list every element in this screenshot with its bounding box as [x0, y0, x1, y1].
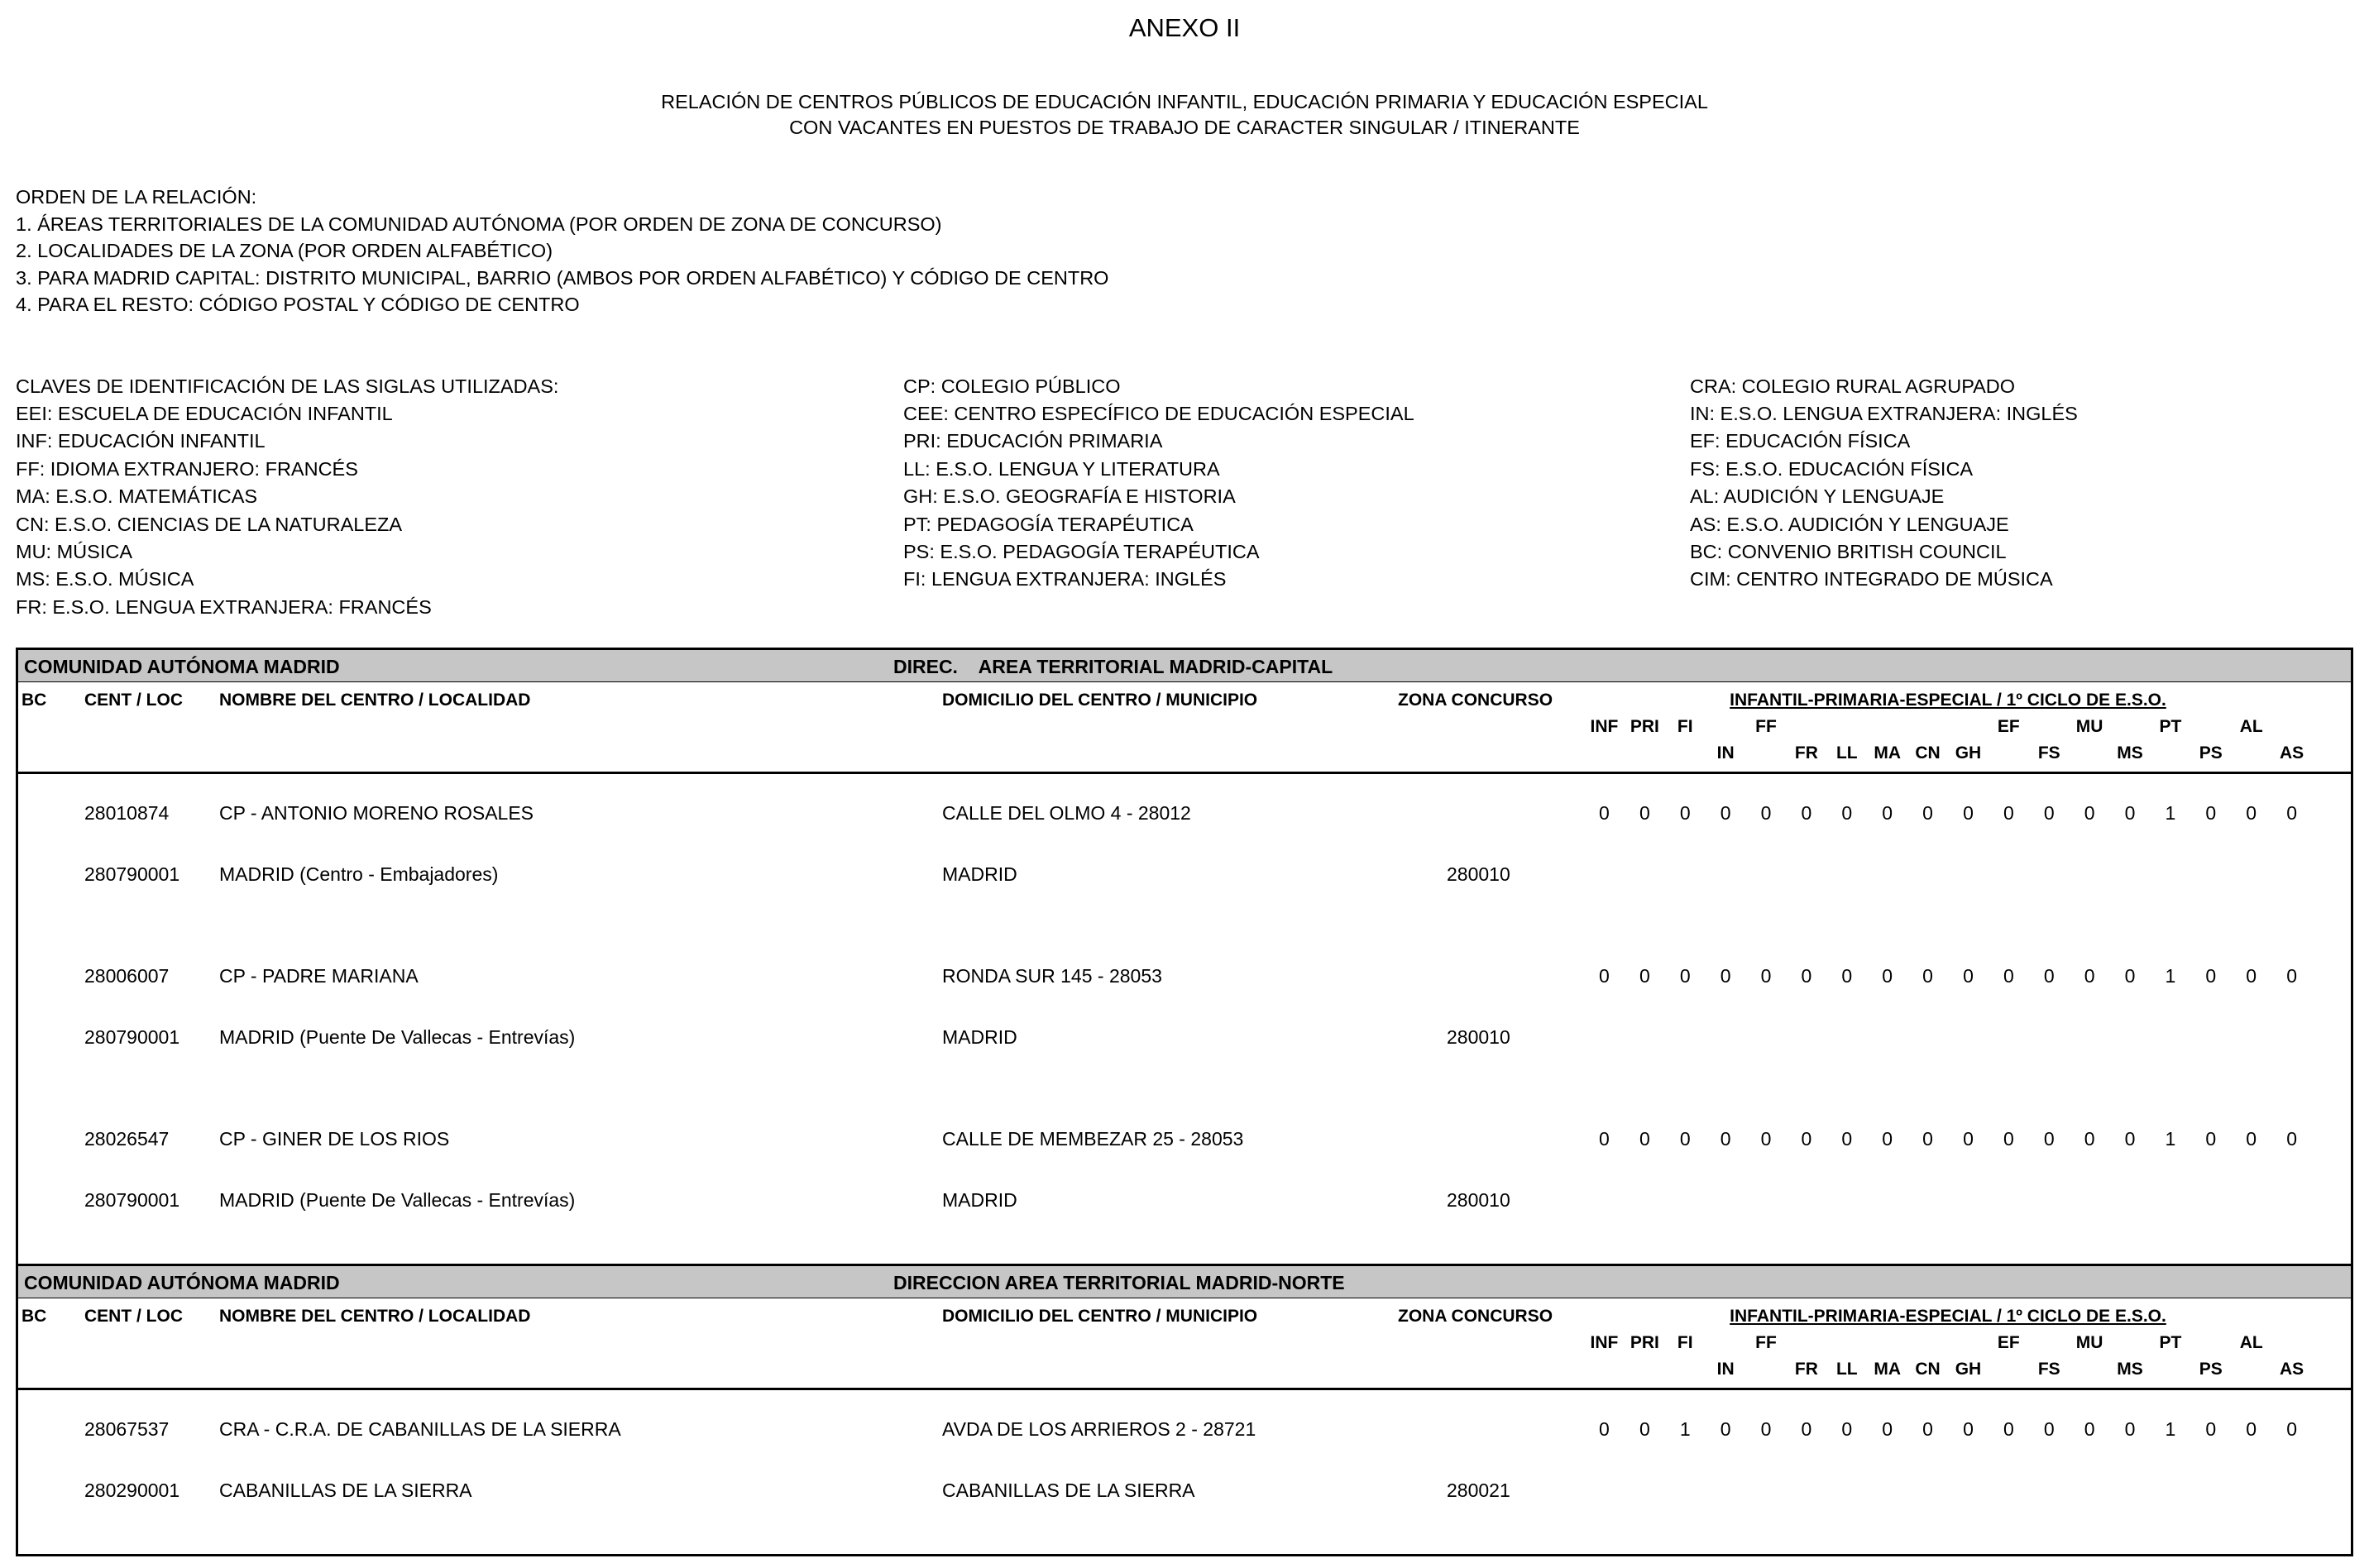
column-abbreviation [2029, 1333, 2070, 1353]
vacancy-count: 0 [2124, 964, 2136, 987]
column-abbreviation: MU [2075, 1332, 2103, 1352]
vacancy-count: 0 [1679, 1127, 1691, 1150]
legend-line: EF: EDUCACIÓN FÍSICA [1690, 430, 1911, 452]
legend-line: AL: AUDICIÓN Y LENGUAJE [1690, 485, 1945, 508]
vacancy-count: 0 [1760, 1417, 1772, 1440]
center-name: CP - PADRE MARIANA [219, 964, 419, 987]
vacancy-count: 0 [2084, 964, 2095, 987]
column-abbreviation [1625, 1360, 1665, 1379]
column-abbreviation [1826, 717, 1867, 737]
column-abbreviation: FS [2037, 743, 2060, 762]
locality-name: MADRID (Centro - Embajadores) [219, 863, 499, 885]
vacancy-count: 1 [2165, 1417, 2176, 1440]
column-abbreviation [1989, 1360, 2029, 1379]
column-abbreviation: FR [1794, 743, 1818, 762]
legend-line: PS: E.S.O. PEDAGOGÍA TERAPÉUTICA [903, 540, 1260, 562]
center-address: RONDA SUR 145 - 28053 [942, 964, 1162, 987]
legend-line: MS: E.S.O. MÚSICA [16, 568, 194, 590]
legend-column-2 [903, 373, 1414, 594]
legend-line: CRA: COLEGIO RURAL AGRUPADO [1690, 375, 2016, 397]
legend-line: FF: IDIOMA EXTRANJERO: FRANCÉS [16, 457, 358, 480]
legend-line: FI: LENGUA EXTRANJERA: INGLÉS [903, 568, 1227, 590]
column-abbreviation [1867, 1333, 1907, 1353]
col-header-nombre: NOMBRE DEL CENTRO / LOCALIDAD [219, 1306, 531, 1326]
legend-line: IN: E.S.O. LENGUA EXTRANJERA: INGLÉS [1690, 402, 2078, 424]
table-section [18, 1264, 2351, 1554]
zona-concurso-value: 280021 [1447, 1479, 1510, 1501]
legend-line: LL: E.S.O. LENGUA Y LITERATURA [903, 457, 1220, 480]
column-abbreviation: CN [1915, 743, 1941, 762]
document-title: ANEXO II [1128, 13, 1241, 42]
center-entry [18, 965, 2351, 1066]
column-abbreviation: PT [2159, 716, 2182, 736]
column-abbreviation [1665, 743, 1706, 763]
vacancy-count: 0 [2043, 1417, 2055, 1440]
column-abbreviation [2150, 1360, 2190, 1379]
entry-line-1 [18, 1128, 2351, 1189]
vacancy-count: 0 [1882, 1127, 1893, 1150]
col-header-group [1584, 1307, 2312, 1327]
column-abbreviation: PRI [1630, 1332, 1659, 1352]
legend-line: PT: PEDAGOGÍA TERAPÉUTICA [903, 513, 1194, 535]
column-abbreviation: FF [1755, 716, 1777, 736]
vacancy-count: 0 [1963, 964, 1974, 987]
vacancy-count: 0 [2084, 1417, 2095, 1440]
col-header-nombre: NOMBRE DEL CENTRO / LOCALIDAD [219, 690, 531, 710]
section-header-bar [18, 1266, 2351, 1298]
column-abbreviation [2029, 717, 2070, 737]
col-header-domicilio: DOMICILIO DEL CENTRO / MUNICIPIO [942, 1306, 1258, 1326]
vacancy-count: 0 [1963, 1417, 1974, 1440]
column-abbreviation [2190, 717, 2231, 737]
vacancy-count: 0 [1801, 801, 1812, 824]
vacancy-count: 0 [1720, 964, 1731, 987]
center-entry [18, 1128, 2351, 1229]
vacancy-count: 0 [1599, 1417, 1610, 1440]
locality-code: 280290001 [84, 1479, 180, 1501]
orden-section [16, 184, 2369, 318]
column-headers [18, 1298, 2351, 1390]
vacancy-count: 0 [1679, 801, 1691, 824]
column-abbreviation [1584, 1360, 1625, 1379]
col-header-bc: BC [22, 690, 47, 710]
orden-heading: ORDEN DE LA RELACIÓN: [16, 186, 257, 208]
center-address: CALLE DE MEMBEZAR 25 - 28053 [942, 1127, 1244, 1150]
column-abbreviation [1706, 717, 1746, 737]
col-header-domicilio: DOMICILIO DEL CENTRO / MUNICIPIO [942, 690, 1258, 710]
column-abbreviation: EF [1997, 1332, 2020, 1352]
municipio: MADRID [942, 863, 1017, 885]
vacancy-count: 0 [1882, 801, 1893, 824]
vacancy-count: 0 [1760, 964, 1772, 987]
legend-line: INF: EDUCACIÓN INFANTIL [16, 430, 266, 452]
column-abbreviation: IN [1716, 743, 1735, 762]
column-abbreviation [1786, 1333, 1826, 1353]
abbreviations-legend [0, 373, 2369, 623]
vacancy-count: 0 [2246, 801, 2257, 824]
vacancy-count: 0 [2084, 801, 2095, 824]
locality-code: 280790001 [84, 1188, 180, 1211]
vacancy-count: 0 [2286, 1127, 2297, 1150]
legend-line: MA: E.S.O. MATEMÁTICAS [16, 485, 258, 508]
vacancy-values [1584, 1128, 2312, 1150]
column-abbreviation: MU [2075, 716, 2103, 736]
section-header-bar [18, 650, 2351, 682]
column-abbreviation: LL [1835, 1359, 1858, 1379]
column-abbreviation: EF [1997, 716, 2020, 736]
vacancy-count: 0 [1801, 964, 1812, 987]
vacancy-count: 0 [1599, 1127, 1610, 1150]
subtitle-line-1: RELACIÓN DE CENTROS PÚBLICOS DE EDUCACIÓN INFANTIL, EDUCACIÓN PRIMARIA Y EDUCACIÓN ESPECIAL [661, 91, 1708, 112]
col-header-group-text: INFANTIL-PRIMARIA-ESPECIAL / 1º CICLO DE E.S.O. [1730, 1306, 2166, 1326]
section-region: COMUNIDAD AUTÓNOMA MADRID [24, 655, 340, 677]
column-abbreviation [1746, 1360, 1787, 1379]
vacancy-count: 0 [2286, 964, 2297, 987]
vacancy-count: 0 [1639, 1127, 1650, 1150]
center-code: 28010874 [84, 801, 170, 824]
column-abbreviation [1907, 717, 1948, 737]
entry-line-2 [18, 863, 2351, 903]
legend-line: CIM: CENTRO INTEGRADO DE MÚSICA [1690, 568, 2053, 590]
vacancy-count: 0 [1720, 801, 1731, 824]
vacancy-count: 1 [2165, 801, 2176, 824]
column-abbreviation: AS [2279, 1359, 2304, 1379]
locality-code: 280790001 [84, 863, 180, 885]
column-abbreviation [2150, 743, 2190, 763]
entry-line-1 [18, 1418, 2351, 1480]
legend-line: FR: E.S.O. LENGUA EXTRANJERA: FRANCÉS [16, 595, 432, 618]
locality-name: CABANILLAS DE LA SIERRA [219, 1479, 472, 1501]
column-abbreviation [2110, 1333, 2151, 1353]
vacancy-count: 0 [2246, 964, 2257, 987]
legend-line: MU: MÚSICA [16, 540, 132, 562]
col-header-cent-loc: CENT / LOC [84, 690, 183, 710]
legend-line: FS: E.S.O. EDUCACIÓN FÍSICA [1690, 457, 1974, 480]
vacancy-count: 0 [1963, 1127, 1974, 1150]
table-section [18, 650, 2351, 1264]
vacancy-values [1584, 1418, 2312, 1441]
vacancy-count: 0 [2003, 1417, 2014, 1440]
subheader-row-2 [1584, 743, 2312, 763]
column-abbreviation [2271, 717, 2312, 737]
column-abbreviation: GH [1955, 743, 1982, 762]
center-address: CALLE DEL OLMO 4 - 28012 [942, 801, 1191, 824]
municipio: MADRID [942, 1025, 1017, 1048]
vacancy-count: 0 [2084, 1127, 2095, 1150]
municipio: MADRID [942, 1188, 1017, 1211]
vacancy-count: 0 [2003, 801, 2014, 824]
vacancy-count: 0 [2246, 1417, 2257, 1440]
center-code: 28006007 [84, 964, 170, 987]
column-abbreviation: FS [2037, 1359, 2060, 1379]
vacancy-count: 0 [1639, 801, 1650, 824]
vacancy-count: 0 [1760, 801, 1772, 824]
entry-line-2 [18, 1480, 2351, 1519]
vacancy-count: 0 [1841, 1127, 1853, 1150]
column-abbreviation: AL [2239, 1332, 2263, 1352]
vacancy-count: 0 [1599, 801, 1610, 824]
vacancy-count: 0 [1922, 1127, 1933, 1150]
center-code: 28067537 [84, 1417, 170, 1440]
column-abbreviation: FR [1794, 1359, 1818, 1379]
orden-item: 1. ÁREAS TERRITORIALES DE LA COMUNIDAD AUTÓNOMA (POR ORDEN DE ZONA DE CONCURSO) [16, 213, 942, 235]
vacancy-count: 0 [1639, 964, 1650, 987]
column-abbreviation [2231, 1360, 2271, 1379]
section-region: COMUNIDAD AUTÓNOMA MADRID [24, 1271, 340, 1293]
vacancy-values [1584, 802, 2312, 825]
center-code: 28026547 [84, 1127, 170, 1150]
column-abbreviation: AL [2239, 716, 2263, 736]
legend-line: CP: COLEGIO PÚBLICO [903, 375, 1121, 397]
column-abbreviation: MA [1874, 1359, 1902, 1379]
column-abbreviation: GH [1955, 1359, 1982, 1379]
subtitle-line-2: CON VACANTES EN PUESTOS DE TRABAJO DE CARACTER SINGULAR / ITINERANTE [789, 117, 1580, 138]
center-entry [18, 1418, 2351, 1519]
vacancy-count: 0 [2286, 1417, 2297, 1440]
column-abbreviation: FI [1677, 716, 1693, 736]
vacancy-count: 0 [1841, 1417, 1853, 1440]
vacancy-values [1584, 965, 2312, 987]
vacancy-count: 0 [1922, 801, 1933, 824]
orden-item: 2. LOCALIDADES DE LA ZONA (POR ORDEN ALFABÉTICO) [16, 240, 553, 261]
column-abbreviation: PS [2199, 743, 2223, 762]
center-entry [18, 802, 2351, 903]
legend-line: GH: E.S.O. GEOGRAFÍA E HISTORIA [903, 485, 1236, 508]
column-abbreviation [2070, 1360, 2110, 1379]
legend-line: CEE: CENTRO ESPECÍFICO DE EDUCACIÓN ESPECIAL [903, 402, 1414, 424]
locality-name: MADRID (Puente De Vallecas - Entrevías) [219, 1188, 576, 1211]
entry-line-2 [18, 1189, 2351, 1229]
column-abbreviation [2190, 1333, 2231, 1353]
section-entries [18, 774, 2351, 1264]
column-abbreviation: IN [1716, 1359, 1735, 1379]
col-header-zona-concurso: ZONA CONCURSO [1398, 1306, 1553, 1326]
column-abbreviation: MS [2117, 743, 2143, 762]
center-address: AVDA DE LOS ARRIEROS 2 - 28721 [942, 1417, 1256, 1440]
table-sections [18, 650, 2351, 1554]
locality-name: MADRID (Puente De Vallecas - Entrevías) [219, 1025, 576, 1048]
vacancy-count: 0 [2205, 801, 2217, 824]
col-header-group-text: INFANTIL-PRIMARIA-ESPECIAL / 1º CICLO DE E.S.O. [1730, 690, 2166, 710]
column-abbreviation: FF [1755, 1332, 1777, 1352]
vacancy-count: 0 [1841, 964, 1853, 987]
legend-line: AS: E.S.O. AUDICIÓN Y LENGUAJE [1690, 513, 2009, 535]
entry-line-1 [18, 965, 2351, 1026]
legend-line: CLAVES DE IDENTIFICACIÓN DE LAS SIGLAS UTILIZADAS: [16, 375, 559, 397]
column-abbreviation [2231, 743, 2271, 763]
column-abbreviation [1786, 717, 1826, 737]
column-abbreviation [1989, 743, 2029, 763]
column-abbreviation: PS [2199, 1359, 2223, 1379]
column-abbreviation [1625, 743, 1665, 763]
subheader-row-1 [1584, 717, 2312, 737]
column-abbreviation [1665, 1360, 1706, 1379]
vacancy-count: 1 [1679, 1417, 1691, 1440]
column-abbreviation: INF [1590, 716, 1619, 736]
vacancy-count: 0 [2003, 964, 2014, 987]
column-abbreviation [2271, 1333, 2312, 1353]
zona-concurso-value: 280010 [1447, 1025, 1510, 1048]
vacancy-count: 0 [1841, 801, 1853, 824]
vacancy-count: 0 [2205, 964, 2217, 987]
vacancy-count: 0 [2124, 801, 2136, 824]
legend-line: EEI: ESCUELA DE EDUCACIÓN INFANTIL [16, 402, 393, 424]
orden-item: 3. PARA MADRID CAPITAL: DISTRITO MUNICIPAL, BARRIO (AMBOS POR ORDEN ALFABÉTICO) Y CÓDIGO DE CENTRO [16, 266, 1109, 289]
vacancy-count: 0 [1963, 801, 1974, 824]
section-entries [18, 1390, 2351, 1554]
zona-concurso-value: 280010 [1447, 1188, 1510, 1211]
vacancy-count: 0 [1720, 1127, 1731, 1150]
legend-line: BC: CONVENIO BRITISH COUNCIL [1690, 540, 2007, 562]
vacancy-count: 1 [2165, 1127, 2176, 1150]
vacancy-count: 0 [1599, 964, 1610, 987]
vacancy-count: 0 [2124, 1127, 2136, 1150]
column-headers [18, 682, 2351, 774]
column-abbreviation: LL [1835, 743, 1858, 762]
vacancy-count: 0 [2246, 1127, 2257, 1150]
center-name: CRA - C.R.A. DE CABANILLAS DE LA SIERRA [219, 1417, 621, 1440]
column-abbreviation: CN [1915, 1359, 1941, 1379]
centers-table [16, 648, 2353, 1556]
column-abbreviation: MA [1874, 743, 1902, 762]
vacancy-count: 0 [1882, 964, 1893, 987]
column-abbreviation: PRI [1630, 716, 1659, 736]
vacancy-count: 0 [1922, 964, 1933, 987]
column-abbreviation: AS [2279, 743, 2304, 762]
vacancy-count: 0 [2003, 1127, 2014, 1150]
orden-list [16, 211, 2369, 318]
vacancy-count: 0 [2043, 964, 2055, 987]
vacancy-count: 0 [2124, 1417, 2136, 1440]
vacancy-count: 0 [2205, 1417, 2217, 1440]
column-abbreviation [1584, 743, 1625, 763]
column-abbreviation [1706, 1333, 1746, 1353]
legend-column-3 [1690, 373, 2078, 594]
vacancy-count: 0 [2286, 801, 2297, 824]
column-abbreviation [1907, 1333, 1948, 1353]
col-header-zona-concurso: ZONA CONCURSO [1398, 690, 1553, 710]
vacancy-count: 1 [2165, 964, 2176, 987]
vacancy-count: 0 [1760, 1127, 1772, 1150]
locality-code: 280790001 [84, 1025, 180, 1048]
section-direccion: DIREC. AREA TERRITORIAL MADRID-CAPITAL [893, 655, 1333, 677]
document-subtitle [0, 89, 2369, 141]
column-abbreviation: MS [2117, 1359, 2143, 1379]
column-abbreviation [2070, 743, 2110, 763]
column-abbreviation: PT [2159, 1332, 2182, 1352]
column-abbreviation [1948, 1333, 1989, 1353]
vacancy-count: 0 [1720, 1417, 1731, 1440]
col-header-group [1584, 691, 2312, 710]
orden-item: 4. PARA EL RESTO: CÓDIGO POSTAL Y CÓDIGO DE CENTRO [16, 294, 580, 315]
column-abbreviation [1948, 717, 1989, 737]
municipio: CABANILLAS DE LA SIERRA [942, 1479, 1195, 1501]
vacancy-count: 0 [1882, 1417, 1893, 1440]
column-abbreviation [2110, 717, 2151, 737]
vacancy-count: 0 [1679, 964, 1691, 987]
section-direccion: DIRECCION AREA TERRITORIAL MADRID-NORTE [893, 1271, 1345, 1293]
col-header-bc: BC [22, 1306, 47, 1326]
legend-line: PRI: EDUCACIÓN PRIMARIA [903, 430, 1163, 452]
subheader-row-2 [1584, 1360, 2312, 1379]
center-name: CP - GINER DE LOS RIOS [219, 1127, 450, 1150]
legend-line: CN: E.S.O. CIENCIAS DE LA NATURALEZA [16, 513, 403, 535]
legend-column-1 [16, 373, 558, 622]
col-header-cent-loc: CENT / LOC [84, 1306, 183, 1326]
vacancy-count: 0 [1922, 1417, 1933, 1440]
vacancy-count: 0 [2205, 1127, 2217, 1150]
vacancy-count: 0 [2043, 1127, 2055, 1150]
column-abbreviation: INF [1590, 1332, 1619, 1352]
vacancy-count: 0 [2043, 801, 2055, 824]
entry-line-1 [18, 802, 2351, 863]
vacancy-count: 0 [1639, 1417, 1650, 1440]
entry-line-2 [18, 1026, 2351, 1066]
column-abbreviation [1746, 743, 1787, 763]
vacancy-count: 0 [1801, 1417, 1812, 1440]
subheader-row-1 [1584, 1333, 2312, 1353]
column-abbreviation [1826, 1333, 1867, 1353]
zona-concurso-value: 280010 [1447, 863, 1510, 885]
vacancy-count: 0 [1801, 1127, 1812, 1150]
center-name: CP - ANTONIO MORENO ROSALES [219, 801, 534, 824]
column-abbreviation: FI [1677, 1332, 1693, 1352]
column-abbreviation [1867, 717, 1907, 737]
